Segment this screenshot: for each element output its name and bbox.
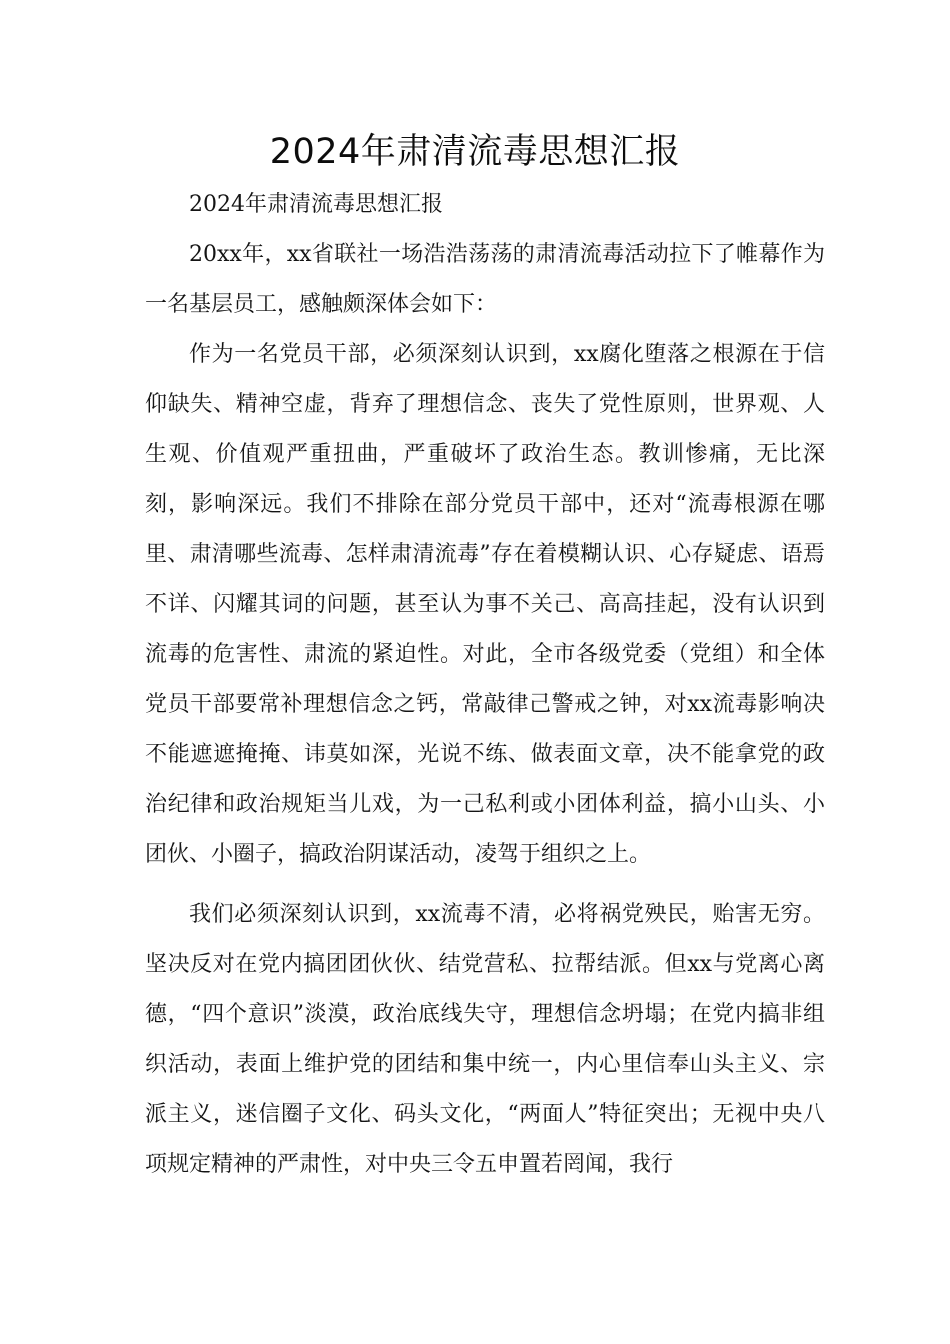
document-title: 2024年肃清流毒思想汇报 xyxy=(269,132,681,172)
document-body xyxy=(145,180,825,1190)
paragraph-gap xyxy=(145,880,825,890)
paragraph-party-member: 作为一名党员干部，必须深刻认识到，xx腐化堕落之根源在于信仰缺失、精神空虚，背弃了理想信念、丧失了党性原则，世界观、人生观、价值观严重扭曲，严重破坏了政治生态。教训惨痛，无比深刻，影响深远。我们不排除在部分党员干部中，还对“流毒根源在哪里、肃清哪些流毒、怎样肃清流毒”存在着模糊认识、心存疑虑、语焉不详、闪耀其词的问题，甚至认为事不关己、高高挂起，没有认识到流毒的危害性、肃流的紧迫性。对此，全市各级党委（党组）和全体党员干部要常补理想信念之钙，常敲律己警戒之钟，对xx流毒影响决不能遮遮掩掩、讳莫如深，光说不练、做表面文章，决不能拿党的政治纪律和政治规矩当儿戏，为一己私利或小团体利益，搞小山头、小团伙、小圈子，搞政治阴谋活动，凌驾于组织之上。 xyxy=(145,342,825,867)
paragraph-poison-warning: 我们必须深刻认识到，xx流毒不清，必将祸党殃民，贻害无穷。坚决反对在党内搞团团伙伙、结党营私、拉帮结派。但xx与党离心离德，“四个意识”淡漠，政治底线失守，理想信念坍塌；在党内搞非组织活动，表面上维护党的团结和集中统一，内心里信奉山头主义、宗派主义，迷信圈子文化、码头文化，“两面人”特征突出；无视中央八项规定精神的严肃性，对中央三令五申置若罔闻，我行 xyxy=(145,902,825,1177)
paragraph-subtitle: 2024年肃清流毒思想汇报 xyxy=(189,192,443,217)
paragraph-intro: 20xx年，xx省联社一场浩浩荡荡的肃清流毒活动拉下了帷幕作为一名基层员工，感触颇深体会如下： xyxy=(145,242,825,317)
